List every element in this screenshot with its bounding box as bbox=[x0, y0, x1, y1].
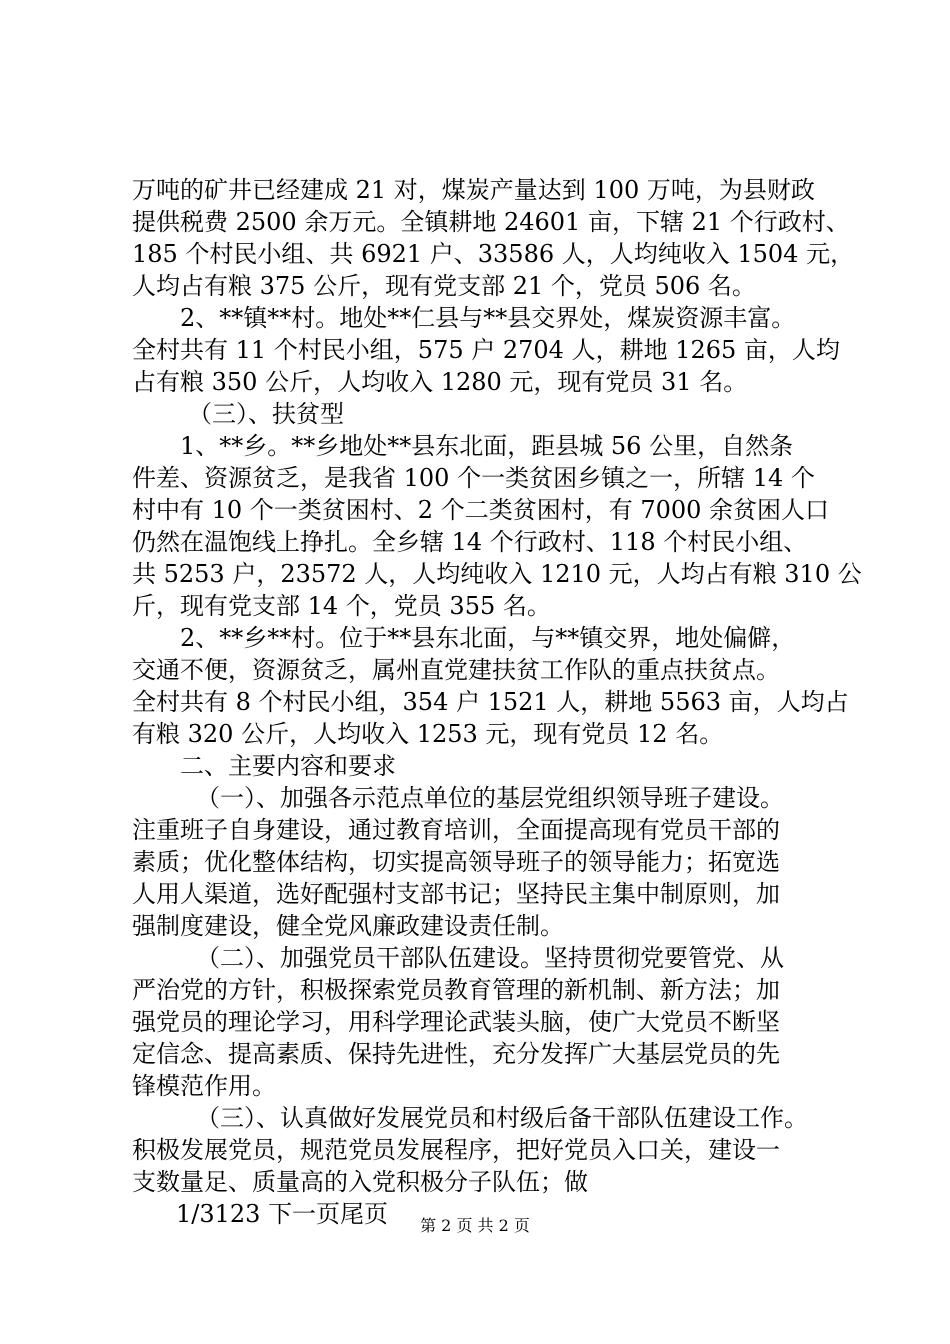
text-line: 强党员的理论学习，用科学理论武装头脑，使广大党员不断坚 bbox=[132, 1008, 780, 1036]
document-body bbox=[132, 174, 862, 1230]
text-line: 185 个村民小组、共 6921 户、33586 人，人均纯收入 1504 元， bbox=[132, 240, 855, 268]
text-line: 锋模范作用。 bbox=[132, 1072, 276, 1100]
text-line: （二）、加强党员干部队伍建设。坚持贯彻党要管党、从 bbox=[196, 944, 784, 972]
text-line: 素质；优化整体结构，切实提高领导班子的领导能力；拓宽选 bbox=[132, 848, 780, 876]
text-line: 件差、资源贫乏，是我省 100 个一类贫困乡镇之一，所辖 14 个 bbox=[132, 464, 815, 492]
text-line: 强制度建设，健全党风廉政建设责任制。 bbox=[132, 912, 564, 940]
text-line: 全村共有 11 个村民小组，575 户 2704 人，耕地 1265 亩，人均 bbox=[132, 336, 840, 364]
text-line: 积极发展党员，规范党员发展程序，把好党员入口关，建设一 bbox=[132, 1136, 780, 1164]
text-line: 全村共有 8 个村民小组，354 户 1521 人，耕地 5563 亩，人均占 bbox=[132, 688, 849, 716]
text-line: 有粮 320 公斤，人均收入 1253 元，现有党员 12 名。 bbox=[132, 720, 724, 748]
text-line: 共 5253 户，23572 人，人均纯收入 1210 元，人均占有粮 310 公 bbox=[132, 560, 862, 588]
text-line: 人用人渠道，选好配强村支部书记；坚持民主集中制原则，加 bbox=[132, 880, 780, 908]
text-line: 定信念、提高素质、保持先进性，充分发挥广大基层党员的先 bbox=[132, 1040, 780, 1068]
text-line: （三）、认真做好发展党员和村级后备干部队伍建设工作。 bbox=[196, 1104, 808, 1132]
text-line: 万吨的矿井已经建成 21 对，煤炭产量达到 100 万吨，为县财政 bbox=[132, 176, 815, 204]
text-line: 支数量足、质量高的入党积极分子队伍；做 bbox=[132, 1168, 588, 1196]
text-line: 2、**乡**村。位于**县东北面，与**镇交界，地处偏僻， bbox=[180, 624, 796, 652]
text-line: 仍然在温饱线上挣扎。全乡辖 14 个行政村、118 个村民小组、 bbox=[132, 528, 808, 556]
text-line: 人均占有粮 375 公斤，现有党支部 21 个，党员 506 名。 bbox=[132, 272, 756, 300]
section-heading: 二、主要内容和要求 bbox=[180, 752, 396, 780]
text-line: 交通不便，资源贫乏，属州直党建扶贫工作队的重点扶贫点。 bbox=[132, 656, 780, 684]
text-line: （一）、加强各示范点单位的基层党组织领导班子建设。 bbox=[196, 784, 784, 812]
text-line: 提供税费 2500 余万元。全镇耕地 24601 亩，下辖 21 个行政村、 bbox=[132, 208, 850, 236]
text-line: 占有粮 350 公斤，人均收入 1280 元，现有党员 31 名。 bbox=[132, 368, 748, 396]
text-line: 2、**镇**村。地处**仁县与**县交界处，煤炭资源丰富。 bbox=[180, 304, 796, 332]
text-line: 严治党的方针，积极探索党员教育管理的新机制、新方法；加 bbox=[132, 976, 780, 1004]
text-line: 1、**乡。**乡地处**县东北面，距县城 56 公里，自然条 bbox=[180, 432, 794, 460]
text-line: 村中有 10 个一类贫困村、2 个二类贫困村，有 7000 余贫困人口 bbox=[132, 496, 830, 524]
section-heading: （三）、扶贫型 bbox=[188, 400, 344, 428]
text-line: 斤，现有党支部 14 个，党员 355 名。 bbox=[132, 592, 551, 620]
text-line: 注重班子自身建设，通过教育培训，全面提高现有党员干部的 bbox=[132, 816, 780, 844]
page-footer: 第 2 页 共 2 页 bbox=[420, 1216, 530, 1235]
pagination-text: 1/3123 下一页尾页 bbox=[176, 1200, 389, 1228]
